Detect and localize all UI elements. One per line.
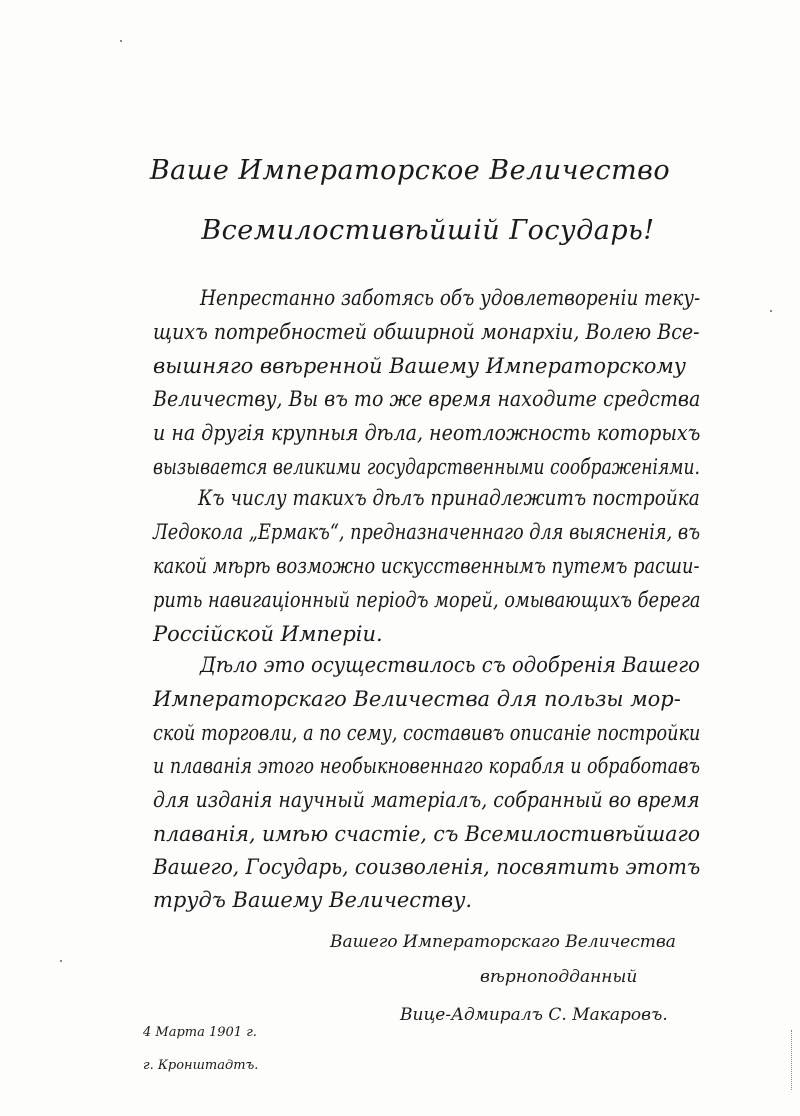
paper-speck bbox=[60, 960, 62, 962]
paper-speck bbox=[120, 40, 122, 42]
body-line: Непрестанно заботясь объ удовлетвореніи теку- bbox=[200, 286, 701, 310]
body-line: для изданія научный матеріалъ, собранный во время bbox=[153, 788, 700, 812]
body-line: ской торговли, а по сему, составивъ описаніе постройки bbox=[153, 721, 701, 745]
body-line: Ледокола „Ермакъ“, предназначеннаго для выясненія, въ bbox=[153, 520, 701, 544]
paper-edge-mark bbox=[783, 1030, 792, 1090]
letter-date: 4 Марта 1901 г. bbox=[143, 1025, 257, 1040]
body-line: и плаванія этого необыкновеннаго корабля и обработавъ bbox=[153, 754, 701, 778]
body-line: вышняго ввѣренной Вашему Императорскому bbox=[153, 354, 686, 378]
body-line: вызывается великими государственными соображеніями. bbox=[153, 455, 700, 479]
body-line: Императорскаго Величества для пользы мор- bbox=[153, 687, 681, 711]
body-line: и на другія крупныя дѣла, неотложность которыхъ bbox=[153, 421, 701, 445]
signature-title: Вашего Императорскаго Величества bbox=[330, 932, 676, 952]
body-line: рить навигаціонный періодъ морей, омывающихъ берега bbox=[153, 588, 701, 612]
salutation-address: Всемилостивѣйшій Государь! bbox=[201, 215, 655, 246]
signature-loyal-subject: вѣрноподданный bbox=[480, 967, 638, 987]
salutation-title: Ваше Императорское Величество bbox=[149, 155, 671, 186]
signature-name: Вице-Адмиралъ С. Макаровъ. bbox=[400, 1005, 668, 1025]
body-line: Къ числу такихъ дѣлъ принадлежитъ постройка bbox=[198, 486, 700, 510]
body-line: плаванія, имѣю счастіе, съ Всемилостивѣйшаго bbox=[153, 822, 701, 846]
body-line: Россійской Имперіи. bbox=[153, 622, 383, 646]
paper-speck bbox=[770, 310, 772, 312]
body-line: какой мѣрѣ возможно искусственнымъ путемъ расши- bbox=[153, 554, 700, 578]
body-line: щихъ потребностей обширной монархіи, Волею Все- bbox=[153, 320, 700, 344]
body-line: Величеству, Вы въ то же время находите средства bbox=[153, 387, 701, 411]
body-line: Дѣло это осуществилось съ одобренія Вашего bbox=[200, 653, 700, 677]
body-line: трудъ Вашему Величеству. bbox=[153, 888, 473, 912]
body-line: Вашего, Государь, соизволенія, посвятить этотъ bbox=[153, 855, 701, 879]
letter-place: г. Кронштадтъ. bbox=[143, 1058, 259, 1073]
